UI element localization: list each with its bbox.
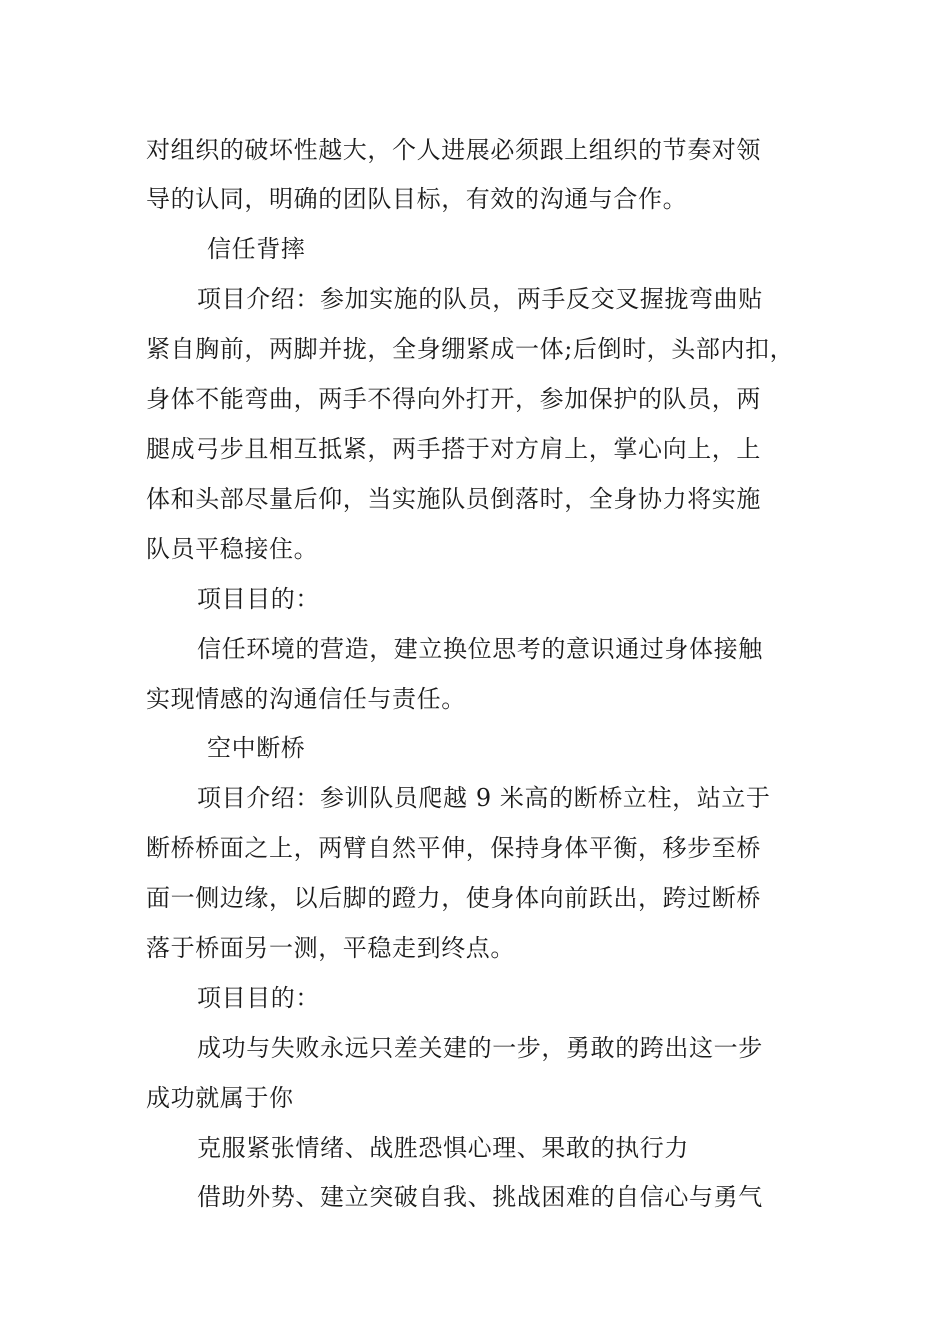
paragraph-line: 成功就属于你 <box>146 1084 294 1112</box>
paragraph-line: 队员平稳接住。 <box>146 535 319 563</box>
paragraph-line: 项目介绍：参加实施的队员，两手反交叉握拢弯曲贴 <box>197 285 763 313</box>
paragraph-line: 紧自胸前，两脚并拢，全身绷紧成一体;后倒时，头部内扣， <box>146 335 795 363</box>
section-heading-trust-fall: 信任背摔 <box>207 235 306 263</box>
section-heading-broken-bridge: 空中断桥 <box>207 734 306 762</box>
purpose-label: 项目目的： <box>197 585 320 613</box>
paragraph-line: 身体不能弯曲，两手不得向外打开，参加保护的队员，两 <box>146 385 761 413</box>
paragraph-line: 断桥桥面之上，两臂自然平伸，保持身体平衡，移步至桥 <box>146 834 761 862</box>
paragraph-line: 落于桥面另一测，平稳走到终点。 <box>146 934 515 962</box>
paragraph-line: 导的认同，明确的团队目标，有效的沟通与合作。 <box>146 185 688 213</box>
paragraph-line: 成功与失败永远只差关建的一步，勇敢的跨出这一步 <box>197 1034 763 1062</box>
paragraph-line: 信任环境的营造，建立换位思考的意识通过身体接触 <box>197 635 763 663</box>
paragraph-line: 借助外势、建立突破自我、挑战困难的自信心与勇气 <box>197 1183 763 1211</box>
paragraph-line: 对组织的破坏性越大，个人进展必须跟上组织的节奏对领 <box>146 136 761 164</box>
purpose-label: 项目目的： <box>197 984 320 1012</box>
paragraph-line: 项目介绍：参训队员爬越 9 米高的断桥立柱，站立于 <box>197 784 771 812</box>
paragraph-line: 面一侧边缘，以后脚的蹬力，使身体向前跃出，跨过断桥 <box>146 884 761 912</box>
paragraph-line: 克服紧张情绪、战胜恐惧心理、果敢的执行力 <box>197 1134 689 1162</box>
paragraph-line: 腿成弓步且相互抵紧，两手搭于对方肩上，掌心向上，上 <box>146 435 761 463</box>
paragraph-line: 体和头部尽量后仰，当实施队员倒落时，全身协力将实施 <box>146 485 761 513</box>
paragraph-line: 实现情感的沟通信任与责任。 <box>146 685 466 713</box>
